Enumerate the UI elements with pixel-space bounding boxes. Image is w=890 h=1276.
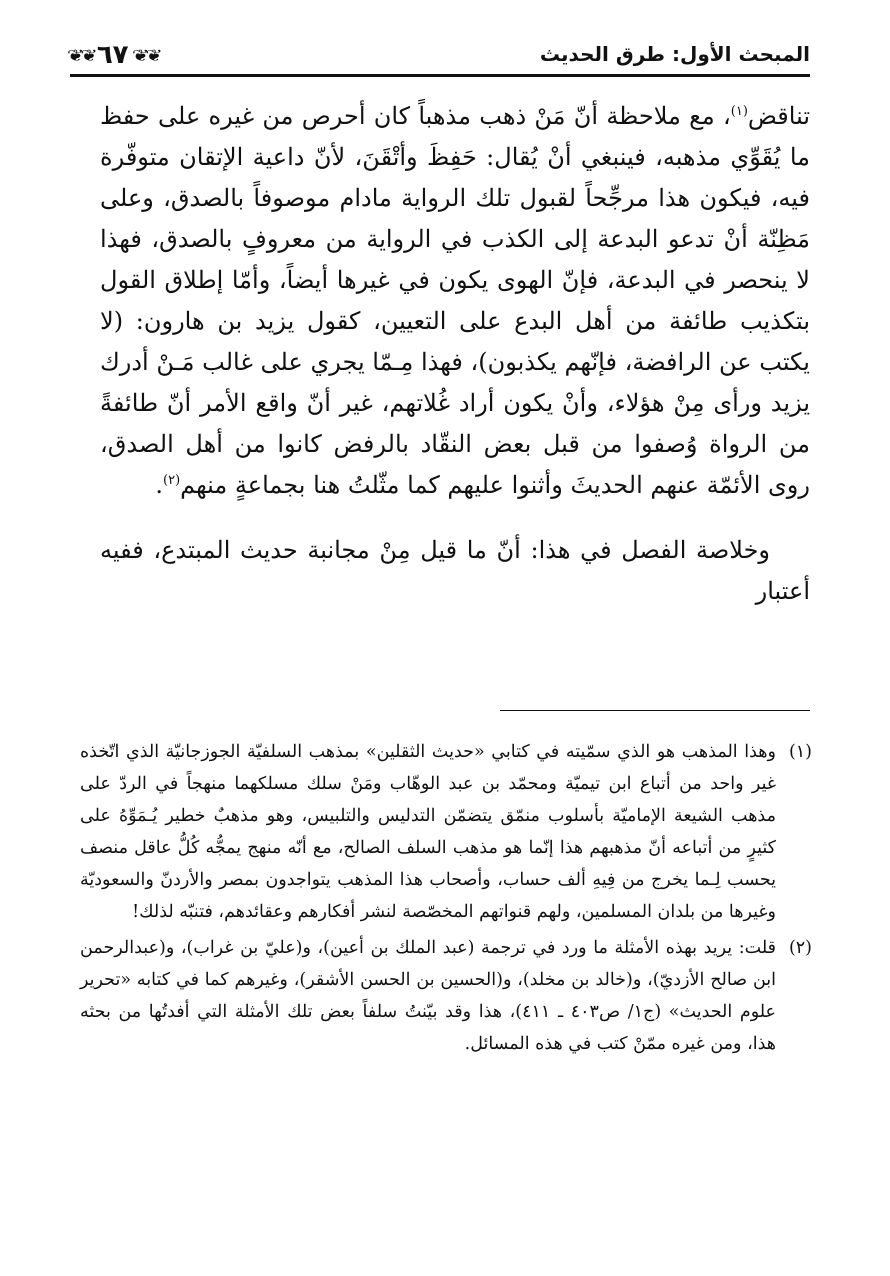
- ornament-left-icon: ❦❦: [66, 45, 94, 65]
- footnote: [80, 932, 812, 1060]
- header-rule: [70, 74, 810, 77]
- footnote-number: (١): [788, 742, 812, 762]
- footnote-marker: (٢): [163, 473, 181, 488]
- footnotes: [80, 736, 812, 1064]
- main-text: [100, 96, 810, 612]
- page-header: [66, 28, 810, 72]
- ornament-right-icon: ❦❦: [131, 45, 159, 65]
- footnote-marker: (١): [730, 104, 748, 119]
- page-number-block: [66, 40, 159, 72]
- footnote-text: قلت: يريد بهذه الأمثلة ما ورد في ترجمة (عبد الملك بن أعين)، و(عليّ بن غراب)، و(عبدالرحمن ابن صالح الأزديّ)، و(خالد بن مخلد)، و(الحسين بن الحسن الأشقر)، وغيرهم كما في كتابه «تحرير علوم الحديث» (ج١/ ص٤٠٣ ـ ٤١١)، هذا وقد بيّنتُ سلفاً بعض تلك الأمثلة التي أفدتُها من بحثه هذا، ومن غيره ممّنْ كتب في هذه المسائل.: [80, 938, 776, 1054]
- footnote-number: (٢): [788, 938, 812, 958]
- paragraph-text: ، مع ملاحظة أنّ مَنْ ذهب مذهباً كان أحرص من غيره على حفظ ما يُقَوِّي مذهبه، فينبغي أنْ يُقال: حَفِظَ وأتْقَنَ، لأنّ داعية الإتقان متوفّرة فيه، فيكون هذا مرجِّحاً لقبول تلك الرواية مادام موصوفاً بالصدق، وعلى مَظِنّة أنْ تدعو البدعة إلى الكذب في الرواية من معروفٍ بالصدق، فهذا لا ينحصر في البدعة، فإنّ الهوى يكون في غيرها أيضاً، وأمّا إطلاق القول بتكذيب طائفة من أهل البدع على التعيين، كقول يزيد بن هارون: (لا يكتب عن الرافضة، فإنّهم يكذبون)، فهذا مِـمّا يجري على غالب مَـنْ أدرك يزيد ورأى مِنْ هؤلاء، وأنْ يكون أراد غُلاتهم، غير أنّ واقع الأمر أنّ طائفةً من الرواة وُصفوا من قبل بعض النقّاد بالرفض كانوا من أهل الصدق، روى الأئمّة عنهم الحديثَ وأثنوا عليهم كما مثّلتُ هنا بجماعةٍ منهم: [100, 102, 810, 499]
- paragraph-text: تناقض: [747, 102, 810, 130]
- footnote-divider: [500, 710, 810, 711]
- paragraph: [100, 96, 810, 506]
- page-number: ٦٧: [96, 40, 129, 70]
- paragraph-text: .: [155, 471, 163, 499]
- running-title: المبحث الأول: طرق الحديث: [539, 42, 810, 66]
- footnote-text: وهذا المذهب هو الذي سمّيته في كتابي «حديث الثقلين» بمذهب السلفيّة الجوزجانيّة الذي اتّخذه غير واحد من أتباع ابن تيميّة ومحمّد بن عبد الوهّاب ومَنْ سلك مسلكهما منهجاً في الردّ على مذهب الشيعة الإماميّة بأسلوب منمّق يتضمّن التدليس والتلبيس، وهو مذهبٌ خطير يُـمَوِّهُ على كثيرٍ من أتباعه أنّ مذهبهم هذا إنّما هو مذهب السلف الصالح، مع أنّه منهج يمجُّه كُلُّ عاقل منصف يحسب لِـما يخرج من فِيهِ ألف حساب، وأصحاب هذا المذهب يتواجدون بمصر والأردنّ والسعوديّة وغيرها من بلدان المسلمين، ولهم قنواتهم المخصّصة لنشر أفكارهم وعقائدهم، فتنبّه لذلك!: [80, 742, 776, 922]
- footnote: [80, 736, 812, 928]
- paragraph: وخلاصة الفصل في هذا: أنّ ما قيل مِنْ مجانبة حديث المبتدع، ففيه أعتبار: [100, 536, 810, 605]
